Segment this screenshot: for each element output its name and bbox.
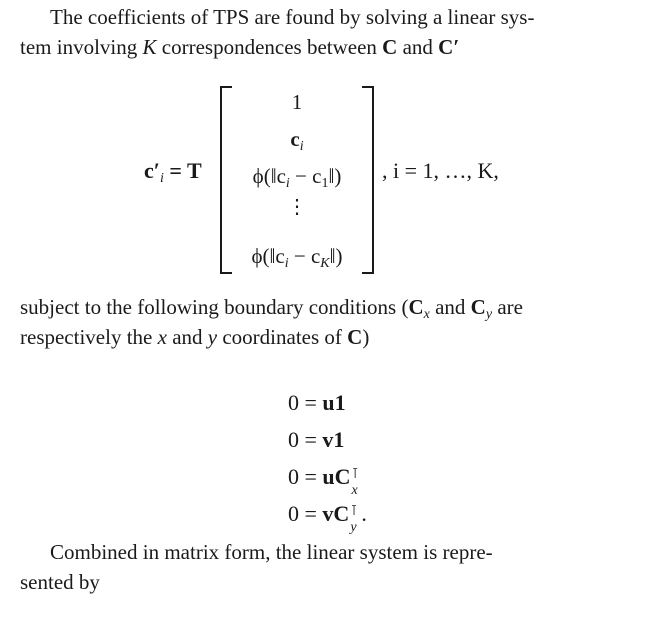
variable-x: x	[157, 325, 167, 349]
symbol-C: C	[408, 295, 424, 319]
norm-close: ‖)	[328, 164, 342, 188]
zero-equals: 0 =	[288, 501, 323, 526]
paragraph-boundary-line-2	[20, 322, 647, 352]
text-fragment: correspondences between	[156, 35, 383, 59]
text-fragment: and	[429, 295, 471, 319]
period: .	[361, 501, 367, 526]
phi-norm-open: ϕ(‖c	[252, 164, 286, 188]
expr-v1: v1	[322, 427, 345, 452]
equation-lhs	[144, 158, 202, 184]
subscript-x: x	[423, 307, 430, 322]
expr-uC: uC	[322, 464, 351, 489]
boundary-row-2	[288, 421, 367, 458]
matrix-row-5	[230, 238, 364, 275]
matrix-row-vdots: ⋮	[287, 196, 307, 218]
zero-equals: 0 =	[288, 427, 323, 452]
paragraph-combined-line-1: Combined in matrix form, the linear system is repre-	[50, 540, 493, 564]
equation-rhs: , i = 1, …, K,	[382, 158, 499, 183]
symbol-C-prime: C′	[438, 35, 460, 59]
expr-vC: vC	[322, 501, 350, 526]
subscript-i: i	[159, 171, 164, 186]
transpose-sup: ⊺	[350, 504, 358, 519]
text-fragment: and	[397, 35, 439, 59]
boundary-row-3	[288, 458, 367, 498]
variable-y: y	[207, 325, 218, 349]
zero-equals: 0 =	[288, 464, 323, 489]
paragraph-boundary-line-1	[20, 292, 647, 322]
paragraph-combined-line-2: sented by	[20, 570, 100, 594]
minus-c: − c	[289, 164, 322, 188]
equation-tps-system	[0, 78, 667, 278]
minus-c: − c	[288, 244, 321, 268]
subscript-i: i	[284, 256, 289, 271]
sup-sub-stack	[351, 467, 363, 498]
matrix-column	[230, 84, 364, 275]
text-fragment: coordinates of	[217, 325, 348, 349]
equation-boundary-conditions	[288, 384, 367, 535]
subscript-y: y	[350, 520, 357, 535]
matrix-row-1: 1	[291, 90, 303, 114]
sup-sub-stack	[349, 504, 361, 535]
variable-K: K	[142, 35, 157, 59]
expr-u1: u1	[322, 390, 346, 415]
symbol-c-prime: c′	[144, 158, 160, 183]
symbol-C: C	[470, 295, 486, 319]
text-fragment: )	[362, 325, 370, 349]
equals-T: = T	[163, 158, 202, 183]
paragraph-intro-line-2	[20, 32, 647, 62]
subscript-y: y	[485, 307, 493, 322]
text-fragment: tem involving	[20, 35, 143, 59]
subscript-x: x	[351, 483, 358, 498]
subscript-1: 1	[321, 176, 329, 191]
subscript-i: i	[285, 176, 290, 191]
text-fragment: and	[166, 325, 208, 349]
symbol-c: c	[290, 127, 300, 151]
text-fragment: are	[492, 295, 523, 319]
transpose-sup: ⊺	[351, 467, 359, 482]
symbol-C: C	[347, 325, 363, 349]
text-fragment: subject to the following boundary conditions (	[20, 295, 409, 319]
paragraph-intro	[20, 2, 647, 62]
boundary-row-1	[288, 384, 367, 421]
phi-norm-open: ϕ(‖c	[251, 244, 285, 268]
matrix-row-2	[230, 121, 364, 158]
matrix-row-3	[230, 158, 364, 195]
text-fragment: respectively the	[20, 325, 158, 349]
subscript-i: i	[299, 139, 304, 154]
boundary-row-4	[288, 495, 367, 535]
paragraph-intro-line-1: The coefficients of TPS are found by solving a linear sys-	[50, 5, 535, 29]
paragraph-boundary	[20, 292, 647, 352]
paragraph-combined	[20, 537, 647, 597]
symbol-C: C	[382, 35, 398, 59]
norm-close: ‖)	[329, 244, 343, 268]
subscript-K: K	[320, 256, 330, 271]
zero-equals: 0 =	[288, 390, 323, 415]
right-bracket	[362, 86, 374, 274]
